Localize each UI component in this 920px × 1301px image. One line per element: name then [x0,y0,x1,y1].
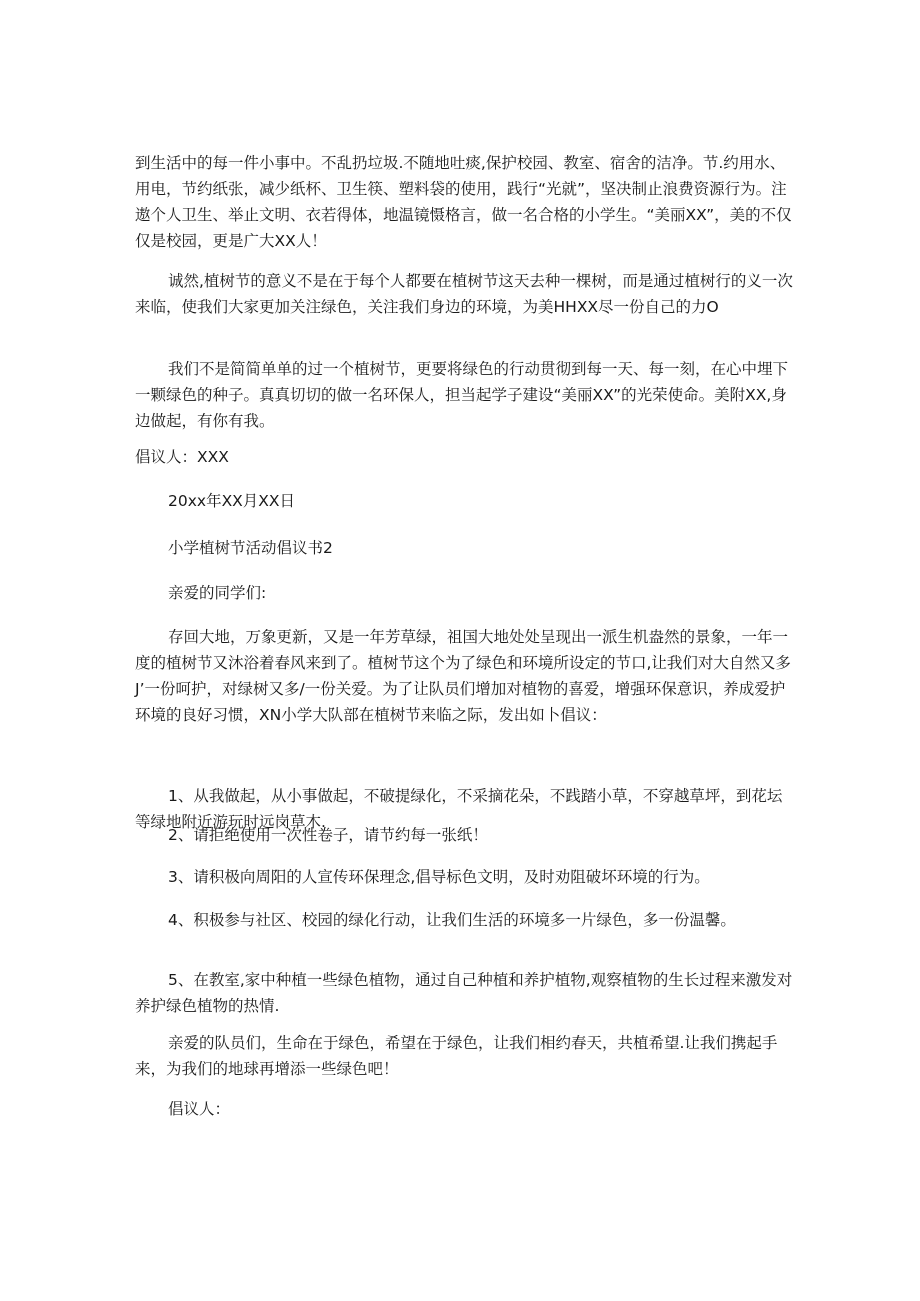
signature-proposer-1: 倡议人：XXX [135,448,229,466]
paragraph-green-action: 我们不是简简单单的过一个植树节，更要将绿色的行动贯彻到每一天、每一刻，在心中埋下一颗绿色的种子。真真切切的做一名环保人，担当起学子建设“美丽XX”的光荣使命。美附XX,身边做起，有你有我。 [135,360,789,430]
proposal-item-4: 4、积极参与社区、校园的绿化行动，让我们生活的环境多一片绿色，多一份温馨。 [168,911,736,929]
proposal-item-5: 5、在教室,家中种植一些绿色植物，通过自己种植和养护植物,观察植物的生长过程来激发对养护绿色植物的热情. [135,971,793,1015]
paragraph-arbor-day-meaning: 诚然,植树节的意义不是在于每个人都要在植树节这天去种一棵树，而是通过植树行的义一次来临，使我们大家更加关注绿色，关注我们身边的环境，为美HHXX尽一份自己的力O [135,272,793,316]
signature-proposer-2: 倡议人： [168,1100,231,1118]
section-title-2: 小学植树节活动倡议书2 [168,539,333,557]
paragraph-continued-intro: 到生活中的每一件小事中。不乱扔垃圾.不随地吐痰,保护校园、教室、宿舍的洁净。节.约用水、用电，节约纸张，减少纸杯、卫生筷、塑料袋的使用，践行“光就”，坚决制止浪费资源行为。注遨个人卫生、举止文明、衣若得体，地温镜慑格言，做一名合格的小学生。“美丽XX”，美的不仅仅是校园，更是广大XX人！ [135,154,792,250]
proposal-item-2: 2、请拒绝使用一次性卷子，请节约每一张纸！ [168,826,488,844]
paragraph-spring-intro: 存回大地，万象更新，又是一年芳草绿，祖国大地处处呈现出一派生机盎然的景象，一年一度的植树节又沐浴着春风来到了。植树节这个为了绿色和环境所设定的节口,让我们对大自然又多J’一份呵护，对绿树又多/一份关爱。为了让队员们增加对植物的喜爱，增强环保意识，养成爱护环境的良好习惯，XN小学大队部在植树节来临之际，发出如卜倡议： [135,628,791,724]
proposal-item-3: 3、请积极向周阳的人宣传环保理念,倡导标色文明，及时劝阻破坏环境的行为。 [168,868,710,886]
date-line: 20xx年XX月XX日 [168,492,296,510]
paragraph-closing: 亲爱的队员们，生命在于绿色，希望在于绿色，让我们相约春天，共植希望.让我们携起手来，为我们的地球再增添一些绿色吧！ [135,1034,778,1078]
greeting: 亲爱的同学们: [168,584,267,602]
proposal-item-1: 1、从我做起，从小事做起，不破提绿化，不采摘花朵，不践踏小草，不穿越草坪，到花坛等绿地附近游玩时远岗草木. [135,787,783,831]
